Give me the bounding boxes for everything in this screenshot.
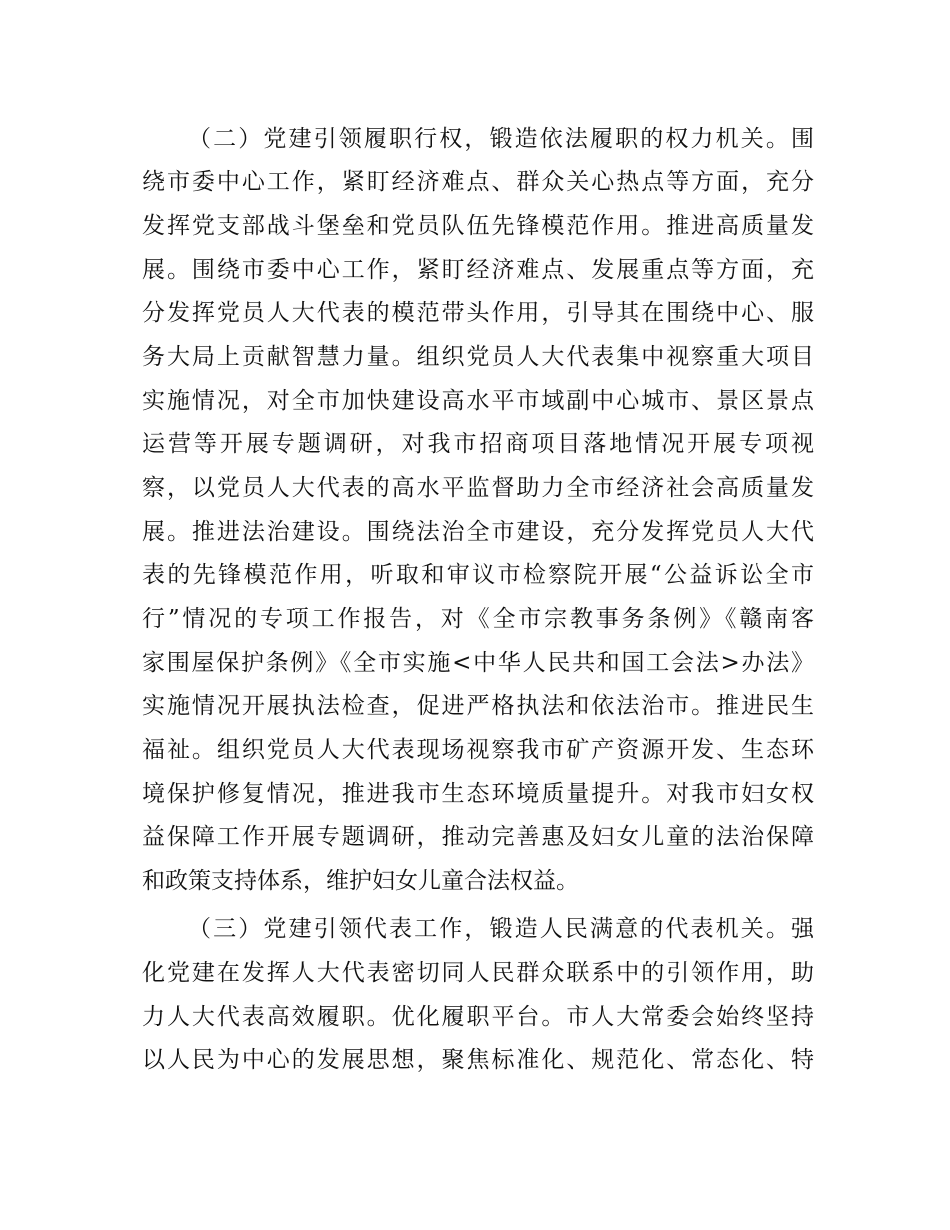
text-line: 察，以党员人大代表的高水平监督助力全市经济社会高质量发: [142, 475, 814, 501]
text-line: 展。围绕市委中心工作，紧盯经济难点、发展重点等方面，充: [142, 257, 814, 283]
text-line: 实施情况开展执法检查，促进严格执法和依法治市。推进民生: [142, 693, 814, 719]
text-line: 运营等开展专题调研，对我市招商项目落地情况开展专项视: [142, 431, 814, 457]
text-line: 务大局上贡献智慧力量。组织党员人大代表集中视察重大项目: [142, 344, 814, 370]
text-line: 益保障工作开展专题调研，推动完善惠及妇女儿童的法治保障: [142, 824, 814, 850]
text-line: 表的先锋模范作用，听取和审议市检察院开展“公益诉讼全市: [142, 562, 814, 588]
text-line: 绕市委中心工作，紧盯经济难点、群众关心热点等方面，充分: [142, 169, 814, 195]
text-line: （三）党建引领代表工作，锻造人民满意的代表机关。强: [188, 916, 814, 942]
text-line: 以人民为中心的发展思想，聚焦标准化、规范化、常态化、特: [142, 1047, 814, 1073]
text-line: 境保护修复情况，推进我市生态环境质量提升。对我市妇女权: [142, 781, 814, 807]
text-line: 福祉。组织党员人大代表现场视察我市矿产资源开发、生态环: [142, 737, 814, 763]
text-line: 和政策支持体系，维护妇女儿童合法权益。: [142, 868, 579, 894]
text-line: 实施情况，对全市加快建设高水平市域副中心城市、景区景点: [142, 388, 814, 414]
text-line: 行”情况的专项工作报告，对《全市宗教事务条例》《赣南客: [142, 606, 814, 632]
text-line: 家围屋保护条例》《全市实施<中华人民共和国工会法>办法》: [142, 650, 814, 676]
text-line: 发挥党支部战斗堡垒和党员队伍先锋模范作用。推进高质量发: [142, 213, 814, 239]
text-line: （二）党建引领履职行权，锻造依法履职的权力机关。围: [188, 126, 814, 152]
text-line: 化党建在发挥人大代表密切同人民群众联系中的引领作用，助: [142, 960, 814, 986]
text-line: 展。推进法治建设。围绕法治全市建设，充分发挥党员人大代: [142, 519, 814, 545]
text-line: 力人大代表高效履职。优化履职平台。市人大常委会始终坚持: [142, 1004, 814, 1030]
text-line: 分发挥党员人大代表的模范带头作用，引导其在围绕中心、服: [142, 300, 814, 326]
